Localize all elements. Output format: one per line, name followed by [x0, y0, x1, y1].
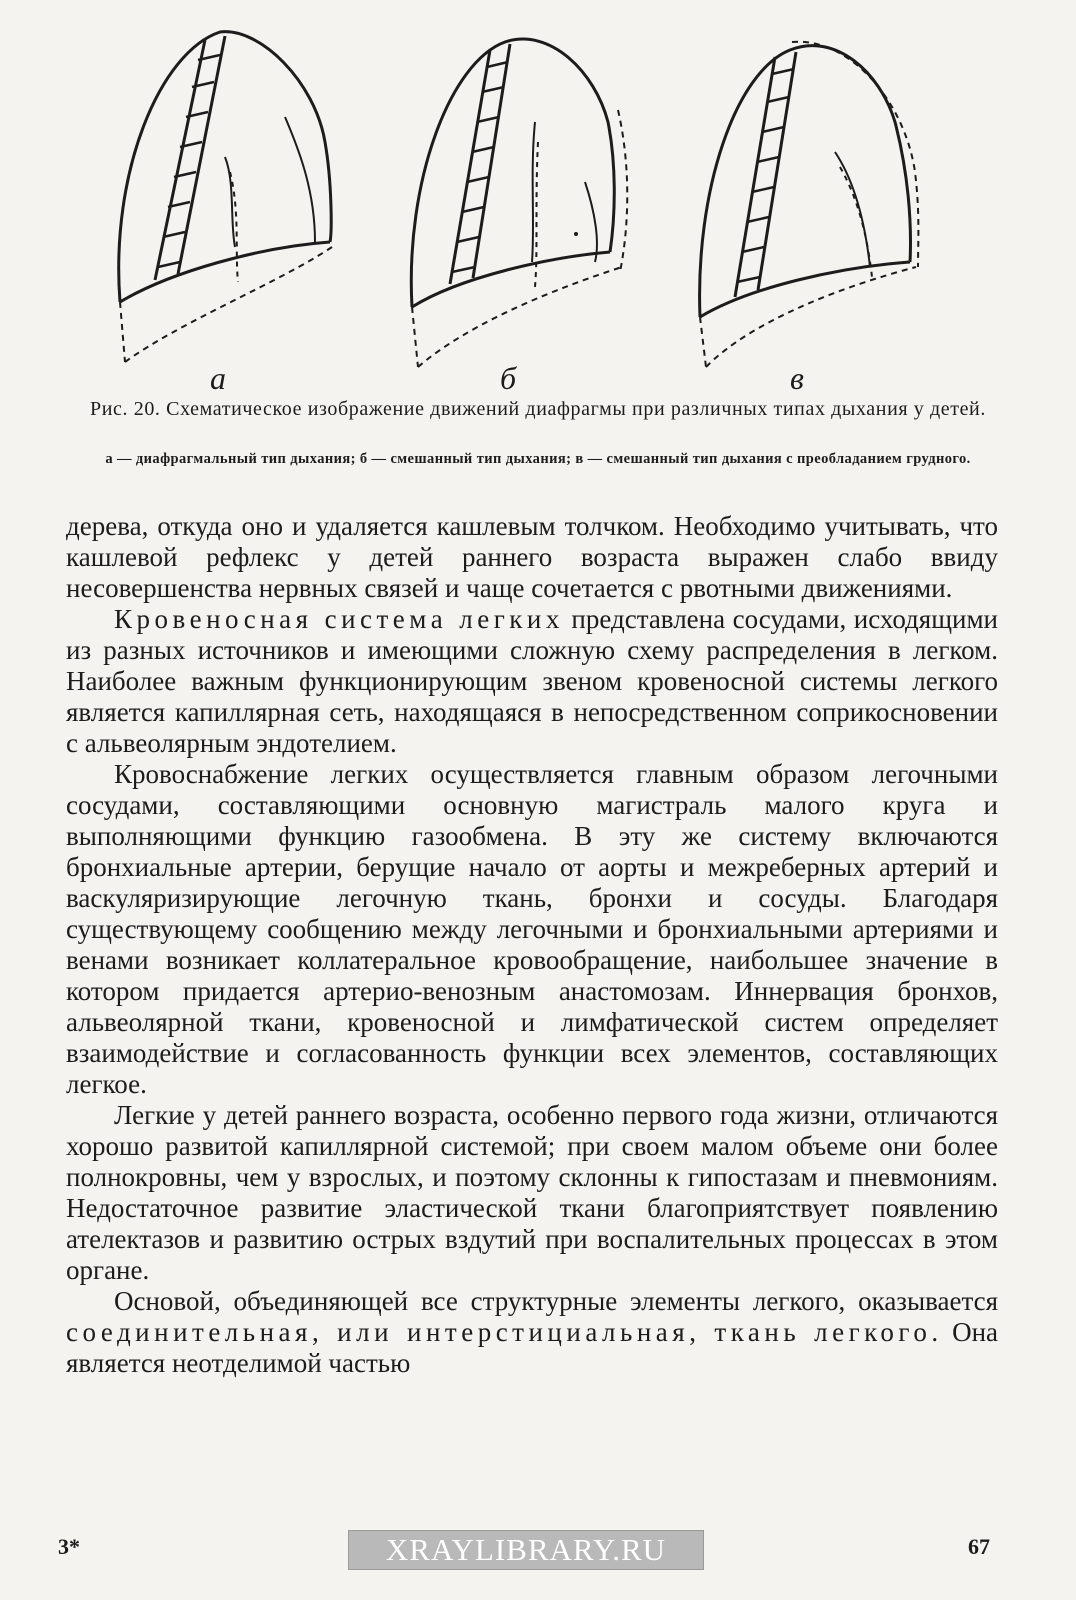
diaphragm-diagrams — [100, 22, 980, 382]
paragraph-text: Она является неотделимой частью — [66, 1317, 999, 1378]
figure-legend: а — диафрагмальный тип дыхания; б — смешанный тип дыхания; в — смешанный тип дыхания с преобладанием грудного. — [105, 451, 971, 467]
paragraph — [66, 604, 998, 759]
paragraph-text: представлена сосудами, исходящими из разных источников и имеющими сложную схему распределения в легком. Наиболее важным функционирующим звеном кровеносной системы легкого является капиллярная сеть, находящаяся в непосредственном соприкосновении с альвеолярным эндотелием. — [66, 604, 998, 758]
paragraph-text: Основой, объединяющей все структурные элементы легкого, оказывается — [114, 1286, 998, 1316]
diagram-a — [119, 32, 332, 362]
figure-label-a: а — [210, 360, 226, 396]
paragraph — [66, 1100, 998, 1286]
figure-label-b: б — [500, 360, 517, 396]
paragraph — [66, 759, 998, 1100]
watermark: XRAYLIBRARY.RU — [348, 1530, 704, 1570]
figure-label-c: в — [790, 360, 804, 396]
diagram-b — [411, 39, 627, 367]
emphasized-text: соединительная, или интерстициальная, ткань легкого. — [66, 1317, 943, 1347]
page-number: 67 — [968, 1534, 990, 1559]
figure-caption: Рис. 20. Схематическое изображение движений диафрагмы при различных типах дыхания у детей. — [90, 398, 986, 420]
paragraph-text: Кровоснабжение легких осуществляется главным образом легочными сосудами, составляющими основную магистраль малого круга и выполняющими функцию газообмена. В эту же систему включаются бронхиальные артерии, берущие начало от аорты и межреберных артерий и васкуляризирующие легочную ткань, бронхи и сосуды. Благодаря существующему сообщению между легочными и бронхиальными артериями и венами возникает коллатеральное кровообращение, наибольшее значение в котором придается артерио-венозным анастомозам. Иннервация бронхов, альвеолярной ткани, кровеносной и лимфатической систем определяет взаимодействие и согласованность функции всех элементов, составляющих легкое. — [66, 759, 998, 1099]
diagram-c — [700, 42, 919, 367]
paragraph-text: Легкие у детей раннего возраста, особенно первого года жизни, отличаются хорошо развитой капиллярной системой; при своем малом объеме они более полнокровны, чем у взрослых, и поэтому склонны к гипостазам и пневмониям. Недостаточное развитие эластической ткани благоприятствует появлению ателектазов и развитию острых вздутий при воспалительных процессах в этом органе. — [66, 1100, 998, 1285]
emphasized-text: Кровеносная система легких — [114, 604, 564, 634]
signature-mark: 3* — [58, 1534, 80, 1559]
paragraph — [66, 511, 998, 604]
paragraph-text: дерева, откуда оно и удаляется кашлевым толчком. Необходимо учитывать, что кашлевой рефлекс у детей раннего возраста выражен слабо ввиду несовершенства нервных связей и чаще сочетается с рвотными движениями. — [66, 511, 998, 603]
diaphragm-figure — [100, 22, 980, 396]
body-text — [66, 511, 998, 1379]
paragraph — [66, 1286, 998, 1379]
